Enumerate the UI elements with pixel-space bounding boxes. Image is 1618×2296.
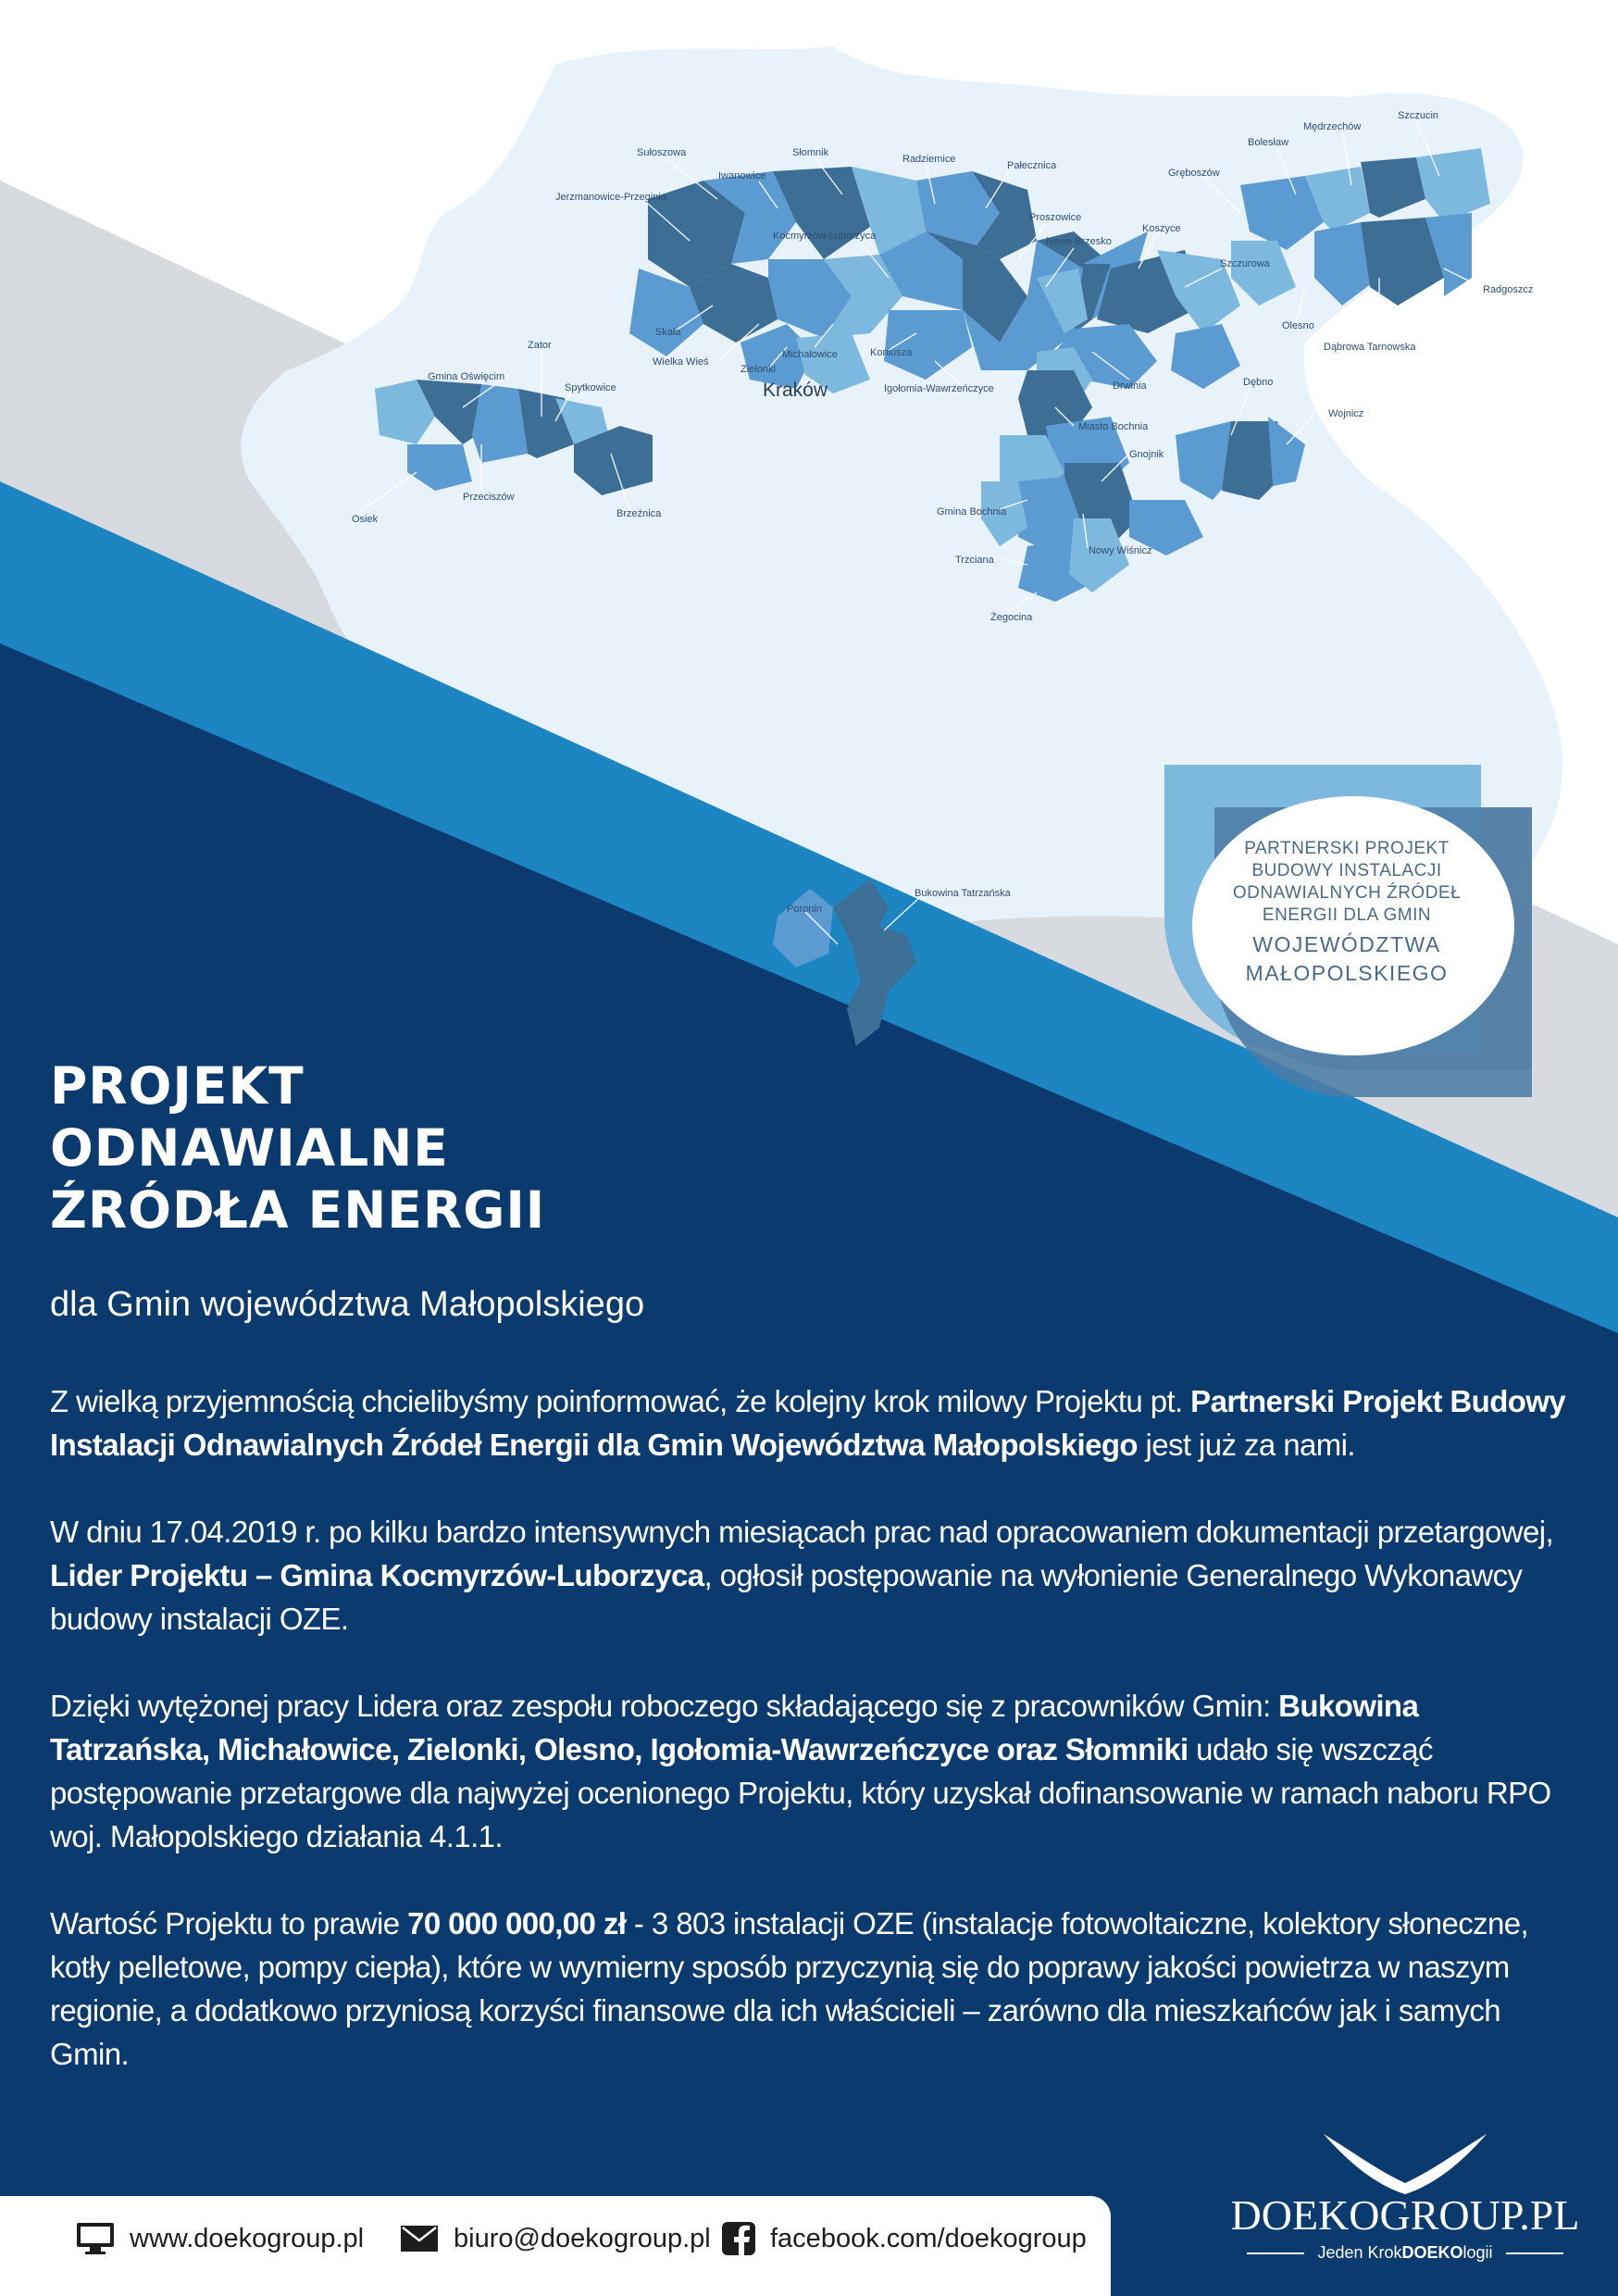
tagline-part-3: logii (1462, 2243, 1493, 2262)
doeko-logo (1220, 2129, 1590, 2263)
title-line-1: PROJEKT (50, 1056, 305, 1116)
map-label-radziemice: Radziemice (902, 154, 956, 165)
title-line-2: ODNAWIALNE (50, 1118, 449, 1178)
map-label-kocmyrzow: Kocmyrzów-Luborzyca (773, 231, 877, 242)
contact-facebook[interactable] (722, 2218, 1087, 2259)
page-title (50, 1055, 883, 1242)
p4-text: Wartość Projektu to prawie (50, 1906, 408, 1940)
paragraph-2 (50, 1510, 1577, 1641)
logo-name: DOEKOGROUP.PL (1230, 2191, 1580, 2239)
body-text (50, 1379, 1577, 2119)
p2-text-end: , ogłosił postępowanie na wyłonienie Generalnego Wykonawcy budowy instalacji OZE. (50, 1558, 1523, 1636)
page-subtitle: dla Gmin województwa Małopolskiego (50, 1285, 645, 1324)
map-label-michalowice: Michałowice (782, 349, 838, 360)
map-label-palecznica: Pałecznica (1007, 160, 1057, 171)
map-label-slomnik: Słomnik (792, 147, 829, 158)
badge-line-2: BUDOWY INSTALACJI (1251, 861, 1442, 880)
map-label-olesno: Olesno (1282, 320, 1314, 331)
map-label-drwinia: Drwinia (1113, 381, 1147, 392)
map-label-koniusza: Koniusza (870, 347, 913, 358)
tagline-dash-left (1247, 2252, 1304, 2254)
map-label-wojnicz: Wojnicz (1328, 408, 1364, 419)
badge-line-3: ODNAWIALNYCH ŹRÓDEŁ (1232, 883, 1462, 903)
facebook-link[interactable]: facebook.com/doekogroup (770, 2223, 1087, 2253)
badge-line-1: PARTNERSKI PROJEKT (1244, 839, 1450, 858)
map-label-poronin: Poronin (787, 904, 822, 915)
logo-tagline (1220, 2243, 1590, 2263)
map-label-greboszow: Gręboszów (1168, 168, 1220, 179)
map-label-boleslaw: Bolesław (1248, 137, 1289, 148)
map-label-radgoszcz: Radgoszcz (1483, 284, 1534, 295)
map-label-trzciana: Trzciana (955, 555, 994, 566)
envelope-icon (400, 2225, 439, 2252)
map-label-przeciszow: Przeciszów (463, 492, 515, 503)
map-label-bukowina-tatrzanska: Bukowina Tatrzańska (915, 888, 1011, 899)
map-label-skala: Skała (655, 327, 681, 338)
p2-bold: Lider Projektu – Gmina Kocmyrzów-Luborzyca (50, 1558, 704, 1592)
map-label-osiek: Osiek (352, 514, 379, 525)
map-label-wielka-wies: Wielka Wieś (653, 356, 709, 368)
email-link[interactable]: biuro@doekogroup.pl (454, 2223, 711, 2253)
map-label-suloszowa: Sułoszowa (637, 147, 687, 158)
map-label-dabrowa-tarnowska: Dąbrowa Tarnowska (1324, 342, 1416, 353)
map-label-koszyce: Koszyce (1142, 223, 1181, 234)
badge-line-6: MAŁOPOLSKIEGO (1245, 961, 1449, 985)
map-label-spytkowice: Spytkowice (565, 382, 616, 393)
map-label-iwanowice: Iwanowice (718, 170, 766, 181)
website-link[interactable]: www.doekogroup.pl (130, 2223, 365, 2253)
p3-text-end: udało się wszcząć postępowanie przetargowe dla najwyżej ocenionego Projektu, który uzyskał dofinansowanie w ramach naboru RPO woj. Małopolskiego działania 4.1.1. (50, 1732, 1551, 1853)
badge-line-5: WOJEWÓDZTWA (1252, 932, 1441, 956)
map-label-jerzmanowice: Jerzmanowice-Przeginia (555, 192, 666, 203)
paragraph-1 (50, 1379, 1577, 1466)
tagline-dash-right (1506, 2252, 1563, 2254)
map-label-proszowice: Proszowice (1029, 212, 1082, 223)
map-label-szczurowa: Szczurowa (1220, 258, 1270, 269)
map-label-miasto-bochnia: Miasto Bochnia (1078, 421, 1149, 432)
paragraph-3 (50, 1684, 1577, 1858)
tagline-part-1: Jeden Krok (1317, 2243, 1402, 2262)
p1-text-end: jest już za nami. (1137, 1428, 1355, 1462)
map-label-szczucin: Szczucin (1398, 110, 1439, 121)
map-label-krakow: Kraków (763, 380, 828, 401)
contact-email[interactable] (400, 2218, 711, 2259)
paragraph-4 (50, 1902, 1577, 2076)
contact-website[interactable] (76, 2218, 364, 2259)
map-label-gmina-oswiecim: Gmina Oświęcim (428, 371, 505, 382)
map-label-zator: Zator (528, 340, 552, 351)
facebook-icon (722, 2222, 755, 2255)
map-label-zegocina: Żegocina (990, 612, 1033, 623)
map-label-gnojnik: Gnojnik (1129, 449, 1164, 460)
tagline-part-2: DOEKO (1401, 2243, 1463, 2262)
map-label-nowy-wisnicz: Nowy Wiśnicz (1089, 545, 1152, 556)
p1-bold: Partnerski Projekt Budowy Instalacji Odnawialnych Źródeł Energii dla Gmin Województwa Małopolskiego (50, 1384, 1566, 1462)
map-label-debno: Dębno (1243, 377, 1274, 388)
map-label-zielonki: Zielonki (741, 364, 776, 375)
p3-bold: Bukowina Tatrzańska, Michałowice, Zielonki, Olesno, Igołomia-Wawrzeńczyce oraz Słomniki (50, 1689, 1419, 1766)
map-label-nowe-brzesko: Nowe Brzesko (1046, 236, 1112, 247)
p2-text: W dniu 17.04.2019 r. po kilku bardzo intensywnych miesiącach prac nad opracowaniem dokumentacji przetargowej, (50, 1515, 1554, 1549)
p4-text-end: - 3 803 instalacji OZE (instalacje fotowoltaiczne, kolektory słoneczne, kotły pelletowe, pompy ciepła), które w wymierny sposób przyczynią się do poprawy jakości powietrza w naszym regionie, a dodatkowo przyniosą korzyści finansowe dla ich właścicieli – zarówno dla mieszkańców jak i samych Gmin. (50, 1906, 1529, 2071)
map-label-gmina-bochnia: Gmina Bochnia (937, 506, 1007, 518)
map-label-breznica: Brzeźnica (616, 508, 662, 519)
p1-text: Z wielką przyjemnością chcielibyśmy poinformować, że kolejny krok milowy Projektu pt. (50, 1384, 1191, 1418)
badge-line-4: ENERGII DLA GMIN (1262, 905, 1432, 925)
project-badge (1203, 838, 1490, 988)
monitor-icon (76, 2222, 115, 2255)
title-line-3: ŹRÓDŁA ENERGII (50, 1180, 546, 1240)
map-label-medrzechow: Mędrzechów (1303, 121, 1362, 132)
p3-text: Dzięki wytężonej pracy Lidera oraz zespołu roboczego składającego się z pracowników Gmin: (50, 1689, 1279, 1723)
map-label-igolomia: Igołomia-Wawrzeńczyce (884, 383, 994, 394)
p4-bold: 70 000 000,00 zł (407, 1906, 627, 1940)
